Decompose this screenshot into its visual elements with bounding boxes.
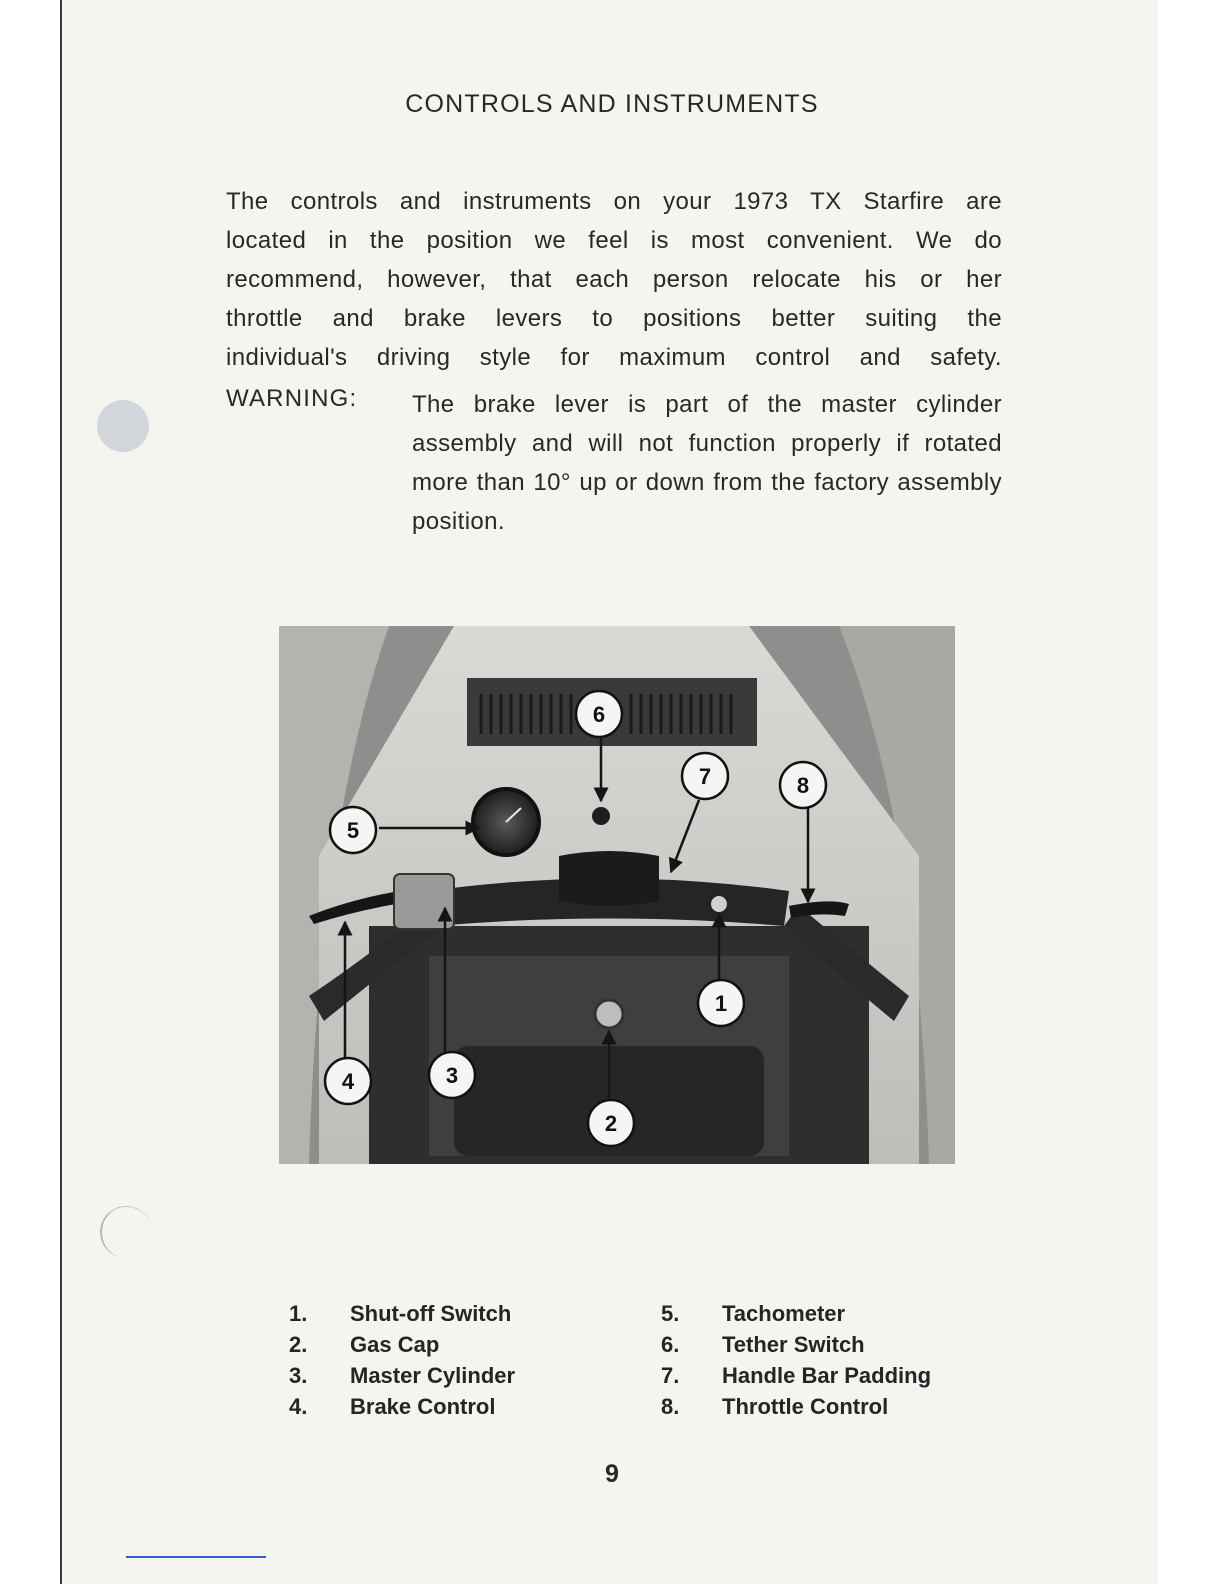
- legend-number: 4.: [289, 1394, 308, 1419]
- svg-text:8: 8: [796, 773, 810, 798]
- page-left-margin: [0, 0, 62, 1584]
- callout-badge-3: [429, 1052, 475, 1098]
- svg-text:3: 3: [445, 1063, 459, 1088]
- legend-item: [661, 1391, 931, 1422]
- legend-item: [661, 1329, 931, 1360]
- svg-text:2: 2: [604, 1111, 618, 1136]
- legend-right-column: [661, 1298, 931, 1422]
- intro-line: throttle and brake levers to positions better suiting the: [226, 305, 1002, 332]
- legend-item: [661, 1298, 931, 1329]
- legend-item: [289, 1360, 515, 1391]
- legend-left-column: [289, 1298, 515, 1422]
- legend-item: [289, 1329, 515, 1360]
- legend-item: [661, 1360, 931, 1391]
- callout-badge-8: [780, 762, 826, 808]
- svg-text:7: 7: [698, 764, 712, 789]
- binder-hole-bottom: [100, 1206, 152, 1258]
- legend-label: Brake Control: [350, 1394, 496, 1419]
- page-title: CONTROLS AND INSTRUMENTS: [405, 90, 819, 118]
- legend-label: Tachometer: [722, 1301, 846, 1326]
- svg-text:1: 1: [714, 991, 728, 1016]
- legend-label: Tether Switch: [722, 1332, 865, 1357]
- legend-number: 8.: [661, 1394, 680, 1419]
- binder-hole-top: [97, 400, 149, 452]
- legend-label: Throttle Control: [722, 1394, 889, 1419]
- intro-line: located in the position we feel is most convenient. We do: [226, 227, 1002, 254]
- intro-line: The controls and instruments on your 1973 TX Starfire are: [226, 188, 1002, 215]
- gas-cap: [595, 1000, 623, 1028]
- legend-number: 2.: [289, 1332, 308, 1357]
- callout-badge-7: [682, 753, 728, 799]
- callout-badge-2: [588, 1100, 634, 1146]
- legend-item: [289, 1391, 515, 1422]
- legend-number: 1.: [289, 1301, 308, 1326]
- tether-switch: [592, 807, 610, 825]
- warning-label: WARNING:: [226, 385, 358, 412]
- legend-number: 3.: [289, 1363, 308, 1388]
- legend-label: Handle Bar Padding: [722, 1363, 932, 1388]
- svg-text:6: 6: [592, 702, 606, 727]
- legend-label: Gas Cap: [350, 1332, 440, 1357]
- legend-number: 7.: [661, 1363, 680, 1388]
- warning-text: The brake lever is part of the master cylinder assembly and will not function properly if rotated more than 10° up or down from the factory assembly position.: [412, 391, 1002, 535]
- svg-text:5: 5: [346, 818, 360, 843]
- intro-line: individual's driving style for maximum control and safety.: [226, 344, 1002, 371]
- intro-line: recommend, however, that each person relocate his or her: [226, 266, 1002, 293]
- legend-number: 6.: [661, 1332, 680, 1357]
- legend-label: Master Cylinder: [350, 1363, 516, 1388]
- shut-off-switch: [710, 895, 728, 913]
- page-right-margin: [1158, 0, 1224, 1584]
- callout-badge-4: [325, 1058, 371, 1104]
- legend-item: [289, 1298, 515, 1329]
- callout-badge-5: [330, 807, 376, 853]
- callout-badge-1: [698, 980, 744, 1026]
- intro-paragraph: [226, 182, 1002, 377]
- svg-text:4: 4: [341, 1069, 355, 1094]
- legend-number: 5.: [661, 1301, 680, 1326]
- link-underline[interactable]: [126, 1556, 266, 1558]
- callout-badge-6: [576, 691, 622, 737]
- page-number: 9: [605, 1460, 619, 1488]
- snowmobile-controls-photo: [279, 626, 955, 1164]
- legend-label: Shut-off Switch: [350, 1301, 512, 1326]
